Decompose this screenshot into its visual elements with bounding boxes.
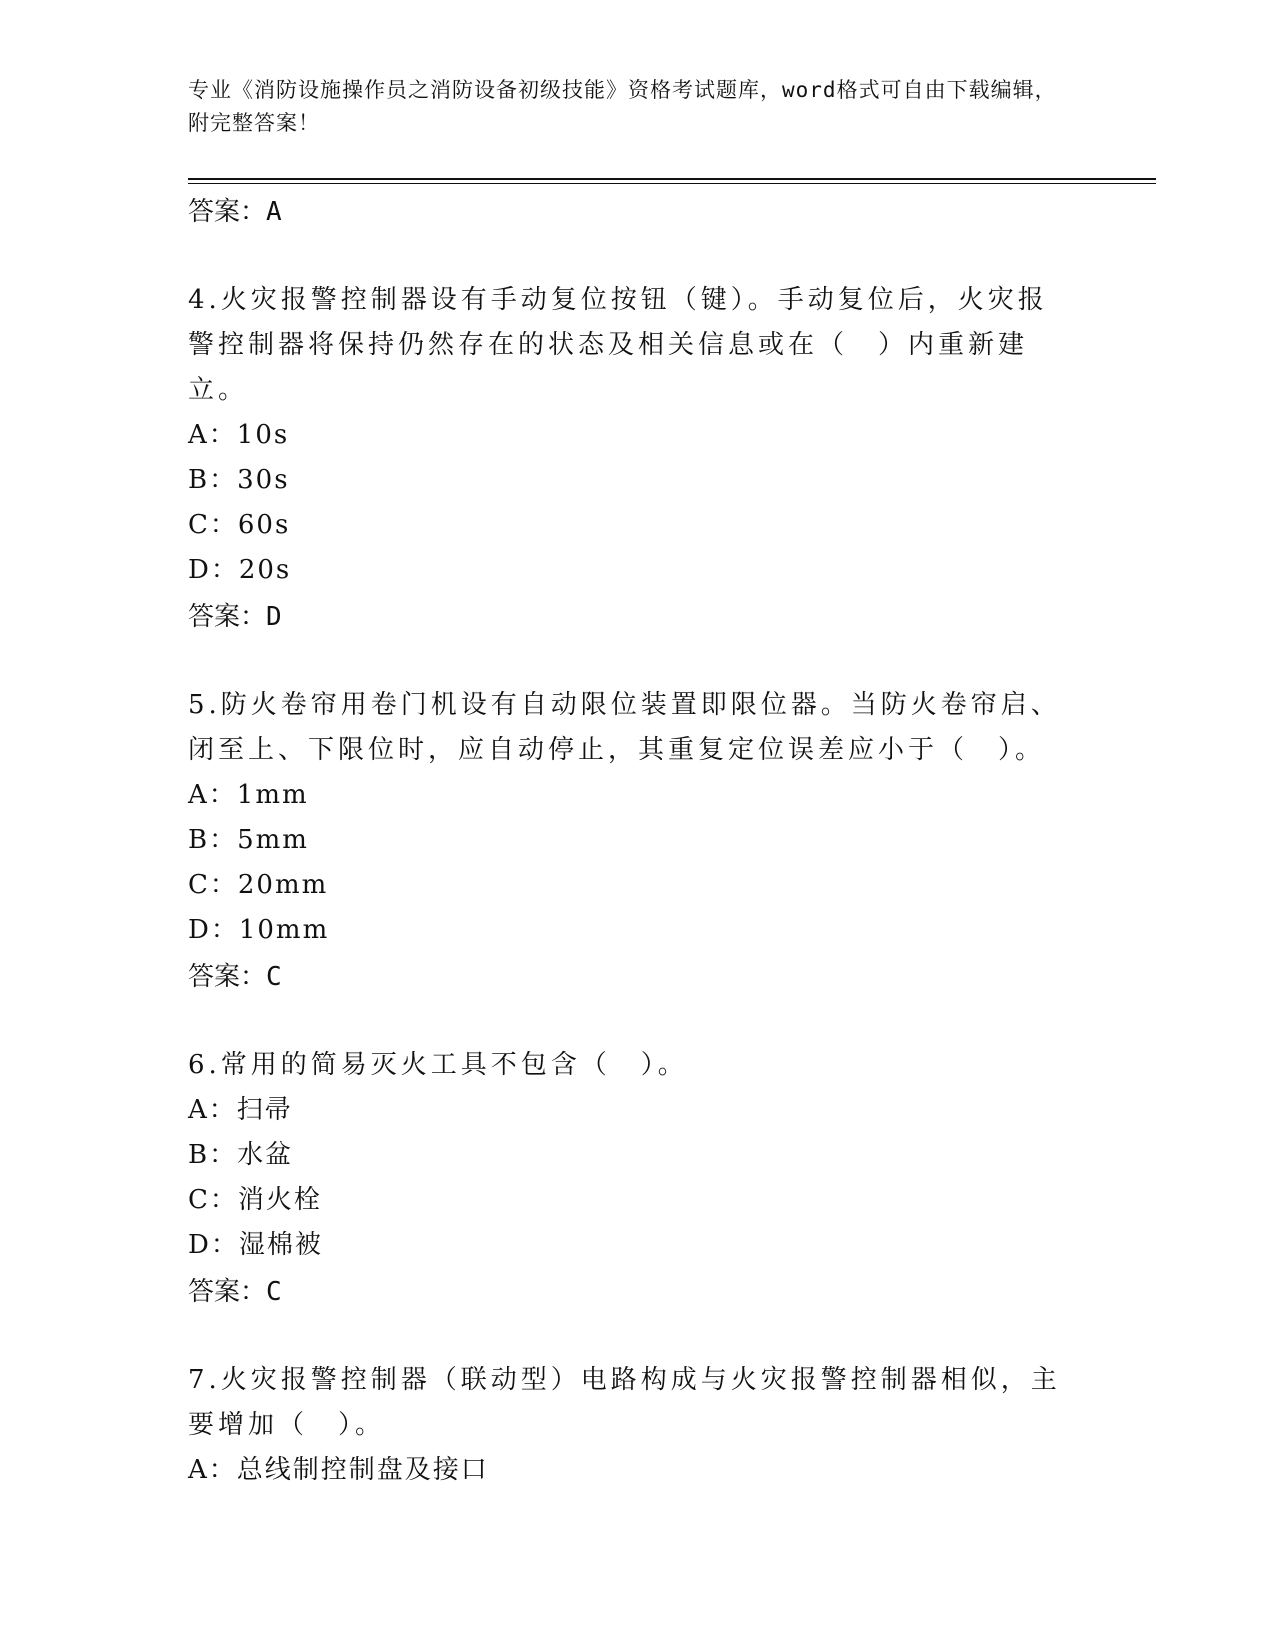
option-c: C：60s	[188, 510, 291, 540]
question-stem: 7.火灾报警控制器（联动型）电路构成与火灾报警控制器相似，主要增加（ ）。	[188, 1365, 1061, 1440]
option-a: A：总线制控制盘及接口	[188, 1455, 489, 1485]
option-d: D：10mm	[188, 915, 330, 945]
option-d: D：20s	[188, 555, 292, 585]
spacer	[188, 1001, 1068, 1043]
option-d: D：湿棉被	[188, 1230, 323, 1260]
spacer	[188, 641, 1068, 683]
question-stem: 6.常用的简易灭火工具不包含（ ）。	[188, 1050, 688, 1080]
page-header: 专业《消防设施操作员之消防设备初级技能》资格考试题库，word格式可自由下载编辑，附完整答案！	[188, 78, 1057, 135]
option-c: C：20mm	[188, 870, 329, 900]
question-list	[188, 188, 1068, 1493]
option-b: B：5mm	[188, 825, 309, 855]
header-divider-thick	[188, 178, 1156, 180]
spacer	[188, 1316, 1068, 1358]
question-stem: 5.防火卷帘用卷门机设有自动限位装置即限位器。当防火卷帘启、闭至上、下限位时，应自动停止，其重复定位误差应小于（ ）。	[188, 690, 1061, 765]
answer-4: 答案：D	[188, 602, 282, 632]
question-6	[188, 1043, 1068, 1316]
header-divider-thin	[188, 183, 1156, 184]
question-7	[188, 1358, 1068, 1493]
option-b: B：水盆	[188, 1140, 294, 1170]
question-4	[188, 278, 1068, 641]
option-a: A：扫帚	[188, 1095, 293, 1125]
option-a: A：1mm	[188, 780, 309, 810]
answer-3: 答案：A	[188, 197, 282, 227]
option-a: A：10s	[188, 420, 290, 450]
option-c: C：消火栓	[188, 1185, 322, 1215]
option-b: B：30s	[188, 465, 290, 495]
question-stem: 4.火灾报警控制器设有手动复位按钮（键）。手动复位后，火灾报警控制器将保持仍然存在的状态及相关信息或在（ ）内重新建立。	[188, 285, 1048, 405]
answer-5: 答案：C	[188, 962, 282, 992]
spacer	[188, 236, 1068, 278]
answer-6: 答案：C	[188, 1277, 282, 1307]
question-5	[188, 683, 1068, 1001]
